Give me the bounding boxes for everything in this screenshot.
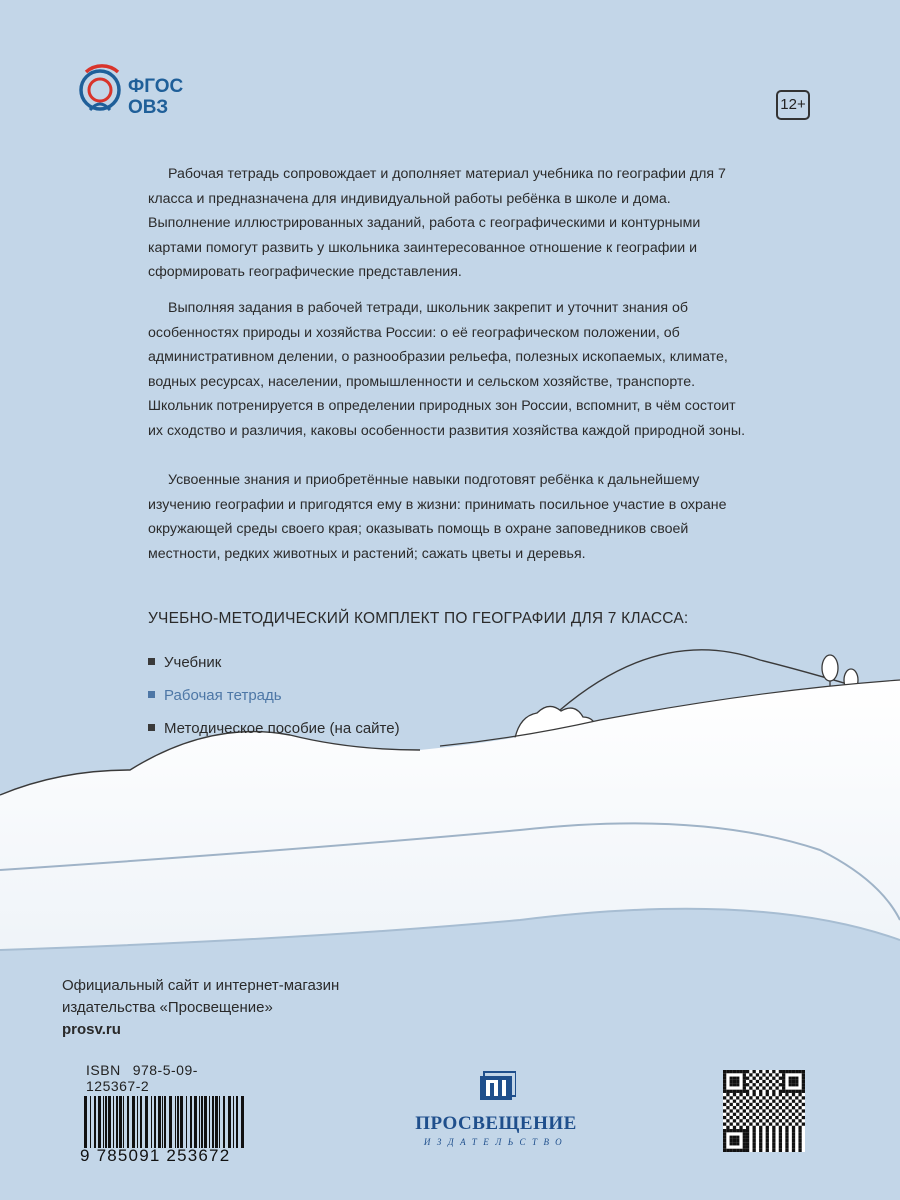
kit-item-workbook: Рабочая тетрадь	[148, 679, 400, 712]
age-rating-badge: 12+	[776, 90, 810, 120]
kit-title: УЧЕБНО-МЕТОДИЧЕСКИЙ КОМПЛЕКТ ПО ГЕОГРАФИИ ДЛЯ 7 КЛАССА:	[148, 610, 689, 627]
qr-code-icon	[723, 1070, 805, 1152]
publisher-logo	[408, 1070, 584, 1147]
publisher-subtitle: ИЗДАТЕЛЬСТВО	[423, 1137, 569, 1147]
bullet-icon	[148, 691, 155, 698]
kit-item-methodical-guide: Методическое пособие (на сайте)	[148, 712, 400, 745]
description-paragraph-3: Усвоенные знания и приобретённые навыки подготовят ребёнка к дальнейшему изучению географии и пригодятся ему в жизни: принимать посильное участие в охране окружающей среды своего края; оказывать помощь в охране заповедников своей местности, редких животных и растений; сажать цветы и деревья.	[148, 472, 727, 562]
logo-line-2: ОВЗ	[128, 97, 169, 118]
isbn-number: 978-5-09-125367-2	[86, 1062, 198, 1094]
barcode-digits: 9 785091 253672	[80, 1146, 231, 1165]
isbn-line	[86, 1062, 250, 1094]
isbn-barcode-block	[80, 1062, 250, 1166]
publisher-name: ПРОСВЕЩЕНИЕ	[415, 1113, 577, 1134]
description-paragraph-1: Рабочая тетрадь сопровождает и дополняет материал учебника по географии для 7 класса и предназначена для индивидуальной работы ребёнка в школе и дома. Выполнение иллюстрированных заданий, работа с географическими и контурными картами помогут развить у школьника заинтересованное отношение к географии и сформировать географические представления.	[148, 166, 726, 281]
qr-code[interactable]	[723, 1070, 805, 1152]
site-url-link[interactable]: prosv.ru	[62, 1021, 121, 1038]
fgos-ovz-logo	[76, 62, 186, 122]
prosveshchenie-emblem-icon	[476, 1070, 516, 1104]
site-info-line-2: издательства «Просвещение»	[62, 999, 273, 1016]
kit-item-textbook: Учебник	[148, 646, 400, 679]
bullet-icon	[148, 724, 155, 731]
barcode-icon	[80, 1096, 250, 1148]
description-paragraph-2: Выполняя задания в рабочей тетради, школьник закрепит и уточнит знания об особенностях природы и хозяйства России: о её географическом положении, об административном делении, о разнообразии рельефа, полезных ископаемых, климате, водных ресурсах, населении, промышленности и сельском хозяйстве, транспорте. Школьник потренируется в определении природных зон России, вспомнит, в чём состоит их сходство и различия, каковы особенности развития хозяйства каждой природной зоны.	[148, 300, 746, 439]
fgos-emblem-icon	[76, 62, 126, 122]
publisher-site-info	[62, 975, 339, 1041]
site-info-line-1: Официальный сайт и интернет-магазин	[62, 977, 340, 994]
hills-landscape-illustration	[0, 620, 900, 970]
kit-list	[148, 646, 400, 745]
bullet-icon	[148, 658, 155, 665]
logo-line-1: ФГОС	[128, 76, 184, 97]
isbn-label: ISBN	[86, 1062, 121, 1078]
